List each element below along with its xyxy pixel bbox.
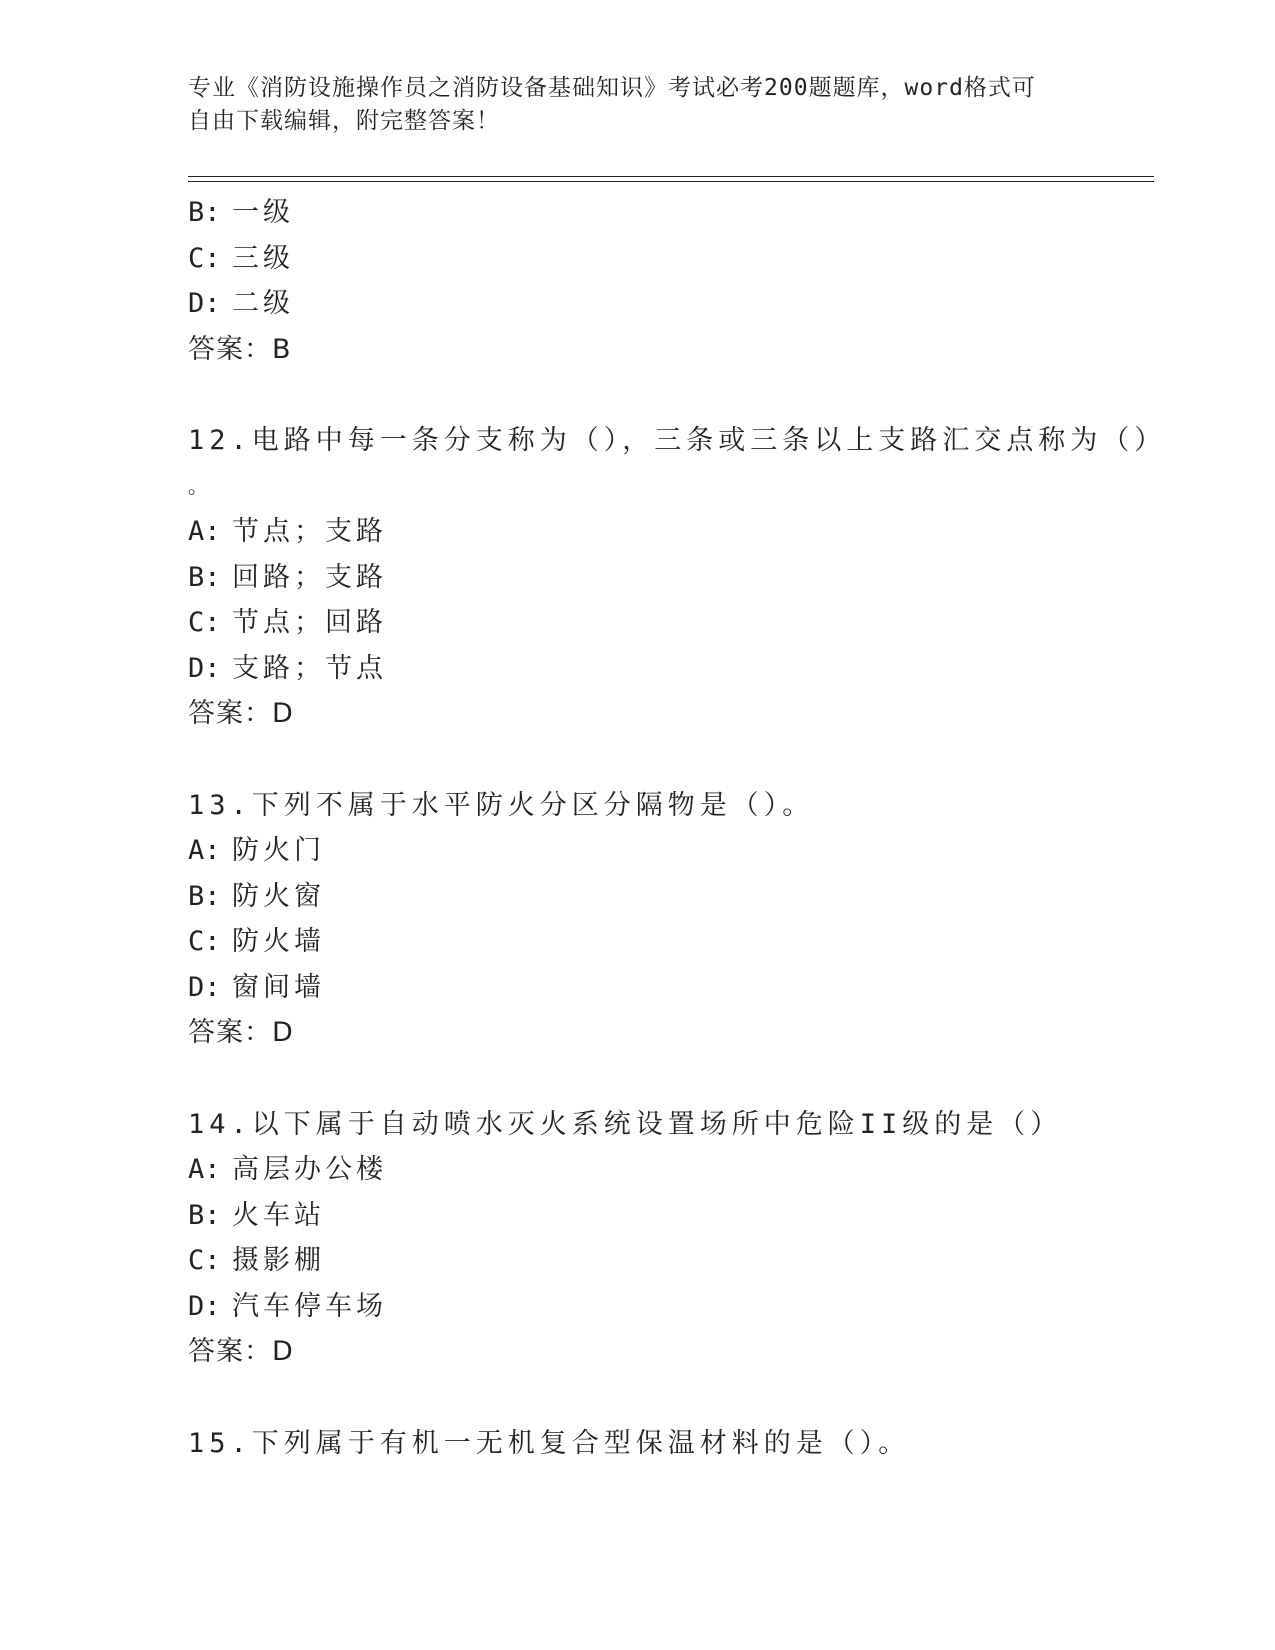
spacer — [188, 372, 1148, 418]
option-text: 高层办公楼 — [232, 1154, 387, 1185]
header-title-line1: 专业《消防设施操作员之消防设备基础知识》考试必考200题题库，word格式可 — [188, 75, 1036, 101]
option-letter: B: — [188, 561, 221, 593]
question-stem: 15.下列属于有机一无机复合型保温材料的是（）。 — [188, 1427, 911, 1459]
option-letter: C: — [188, 607, 221, 638]
spacer — [188, 737, 1148, 783]
option-letter: D: — [188, 971, 221, 1003]
option-a — [188, 828, 1148, 874]
option-c — [188, 600, 1148, 646]
header-title-line2: 自由下载编辑，附完整答案！ — [188, 108, 500, 134]
option-text: 二级 — [232, 288, 294, 319]
question-11-partial — [188, 190, 1148, 372]
question-13 — [188, 783, 1148, 1056]
option-d — [188, 281, 1148, 327]
option-letter: C: — [188, 242, 221, 274]
spacer — [188, 1056, 1148, 1102]
option-text: 防火门 — [232, 835, 325, 866]
option-letter: C: — [188, 926, 221, 957]
option-text: 回路；支路 — [232, 561, 387, 593]
option-letter: B: — [188, 1199, 221, 1231]
option-a — [188, 1147, 1148, 1193]
option-d — [188, 646, 1148, 692]
header-rule-bottom — [188, 181, 1154, 182]
option-b — [188, 874, 1148, 920]
option-b — [188, 555, 1148, 601]
answer-line: 答案：D — [188, 1336, 294, 1367]
question-list — [188, 190, 1167, 1466]
question-14 — [188, 1102, 1148, 1375]
option-letter: D: — [188, 652, 221, 684]
option-letter: A: — [188, 516, 221, 547]
question-stem-continuation: 。 — [188, 473, 212, 498]
option-text: 三级 — [232, 242, 294, 274]
option-text: 支路；节点 — [232, 652, 387, 684]
question-stem: 12.电路中每一条分支称为（），三条或三条以上支路汇交点称为（） — [188, 425, 1167, 456]
option-c — [188, 919, 1148, 965]
option-text: 摄影棚 — [232, 1245, 325, 1276]
question-stem: 13.下列不属于水平防火分区分隔物是（）。 — [188, 789, 815, 821]
spacer — [188, 1375, 1148, 1421]
option-text: 节点；支路 — [232, 516, 387, 547]
question-12 — [188, 418, 1167, 737]
option-text: 节点；回路 — [232, 607, 387, 638]
option-letter: C: — [188, 1245, 221, 1276]
option-d — [188, 965, 1148, 1011]
question-15 — [188, 1421, 1148, 1467]
option-letter: A: — [188, 1154, 221, 1185]
option-text: 防火墙 — [232, 926, 325, 957]
question-stem: 14.以下属于自动喷水灭火系统设置场所中危险II级的是（） — [188, 1108, 1063, 1140]
answer-line: 答案：B — [188, 333, 292, 365]
option-letter: A: — [188, 835, 221, 866]
option-c — [188, 1238, 1148, 1284]
option-a — [188, 509, 1148, 555]
option-letter: D: — [188, 1290, 221, 1322]
answer-line: 答案：D — [188, 1017, 294, 1048]
option-text: 火车站 — [232, 1199, 325, 1231]
option-c — [188, 236, 1148, 282]
option-letter: B: — [188, 197, 221, 228]
option-text: 防火窗 — [232, 880, 325, 912]
option-text: 一级 — [232, 197, 294, 228]
option-letter: B: — [188, 880, 221, 912]
header-rule-top — [188, 176, 1154, 177]
option-d — [188, 1284, 1148, 1330]
option-text: 汽车停车场 — [232, 1290, 387, 1322]
option-text: 窗间墙 — [232, 971, 325, 1003]
option-b — [188, 190, 1148, 236]
answer-line: 答案：D — [188, 698, 294, 729]
option-letter: D: — [188, 288, 221, 319]
option-b — [188, 1193, 1148, 1239]
page-header — [188, 72, 1068, 138]
